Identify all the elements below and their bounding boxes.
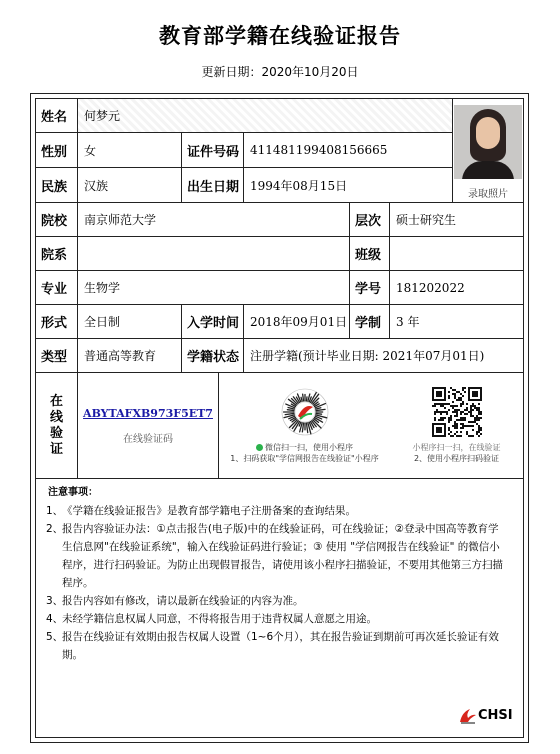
verify-label-char: 线 — [49, 409, 63, 425]
birth-date-value: 1994年08月15日 — [244, 168, 453, 203]
duration-label: 学制 — [350, 305, 390, 339]
study-form-value: 全日制 — [78, 305, 182, 339]
department-label: 院系 — [36, 237, 78, 271]
notice-section — [36, 484, 523, 664]
duration-value: 3 年 — [390, 305, 523, 339]
birth-date-label: 出生日期 — [182, 168, 244, 203]
student-number-label: 学号 — [350, 271, 390, 305]
mini-program-code-icon[interactable] — [280, 387, 330, 437]
notice-item: 2、报告内容验证办法：①点击报告(电子版)中的在线验证码，可在线验证；②登录中国高等教育学生信息网"在线验证系统"，输入在线验证码进行验证；③ 使用 "学信网报告在线验证" 的微信小程序，进行扫码验证。为防止出现假冒报告，请使用该小程序扫描验证，不要用其他第三方扫描程序。 — [46, 523, 503, 589]
verify-label-char: 证 — [49, 441, 63, 457]
verify-code-area — [78, 373, 219, 479]
level-value: 硕士研究生 — [390, 203, 523, 237]
student-status-value: 注册学籍(预计毕业日期: 2021年07月01日) — [244, 339, 523, 373]
chsi-logo — [458, 706, 513, 724]
mini-program-area — [219, 373, 390, 479]
verify-code-link[interactable]: ABYTAFXB973F5ET7 — [83, 406, 213, 420]
enrollment-date-label: 入学时间 — [182, 305, 244, 339]
mini-program-hint: 微信扫一扫，使用小程序 — [265, 443, 353, 452]
class-label: 班级 — [350, 237, 390, 271]
major-value: 生物学 — [78, 271, 350, 305]
major-label: 专业 — [36, 271, 78, 305]
study-form-label: 形式 — [36, 305, 78, 339]
class-value — [390, 237, 523, 271]
verify-label-char: 在 — [49, 393, 63, 409]
qr-caption: 2、使用小程序扫码验证 — [413, 454, 500, 463]
enrollment-date-value: 2018年09月01日 — [244, 305, 350, 339]
gender-label: 性别 — [36, 133, 78, 168]
school-value: 南京师范大学 — [78, 203, 350, 237]
update-date: 更新日期：2020年10月20日 — [201, 65, 359, 79]
name-value: 何梦元 — [78, 99, 453, 133]
notice-item: 3、报告内容如有修改，请以最新在线验证的内容为准。 — [46, 595, 304, 607]
department-value — [78, 237, 350, 271]
wechat-icon — [256, 444, 263, 451]
notice-item: 5、报告在线验证有效期由报告权属人设置（1~6个月），其在报告验证到期前可再次延长验证有效期。 — [46, 631, 499, 661]
level-label: 层次 — [350, 203, 390, 237]
school-label: 院校 — [36, 203, 78, 237]
gender-value: 女 — [78, 133, 182, 168]
verify-label-char: 验 — [49, 425, 63, 441]
report-title: 教育部学籍在线验证报告 — [159, 24, 401, 48]
notice-title: 注意事项： — [48, 487, 98, 498]
ethnicity-value: 汉族 — [78, 168, 182, 203]
qr-code-area — [390, 373, 523, 479]
verify-qr-code-icon[interactable] — [432, 387, 482, 437]
verify-code-caption: 在线验证码 — [123, 433, 173, 445]
id-number-value: 411481199408156665 — [244, 133, 453, 168]
mini-program-caption: 1、扫码获取"学信网报告在线验证"小程序 — [230, 454, 379, 463]
notice-item: 4、未经学籍信息权属人同意，不得将报告用于违背权属人意愿之用途。 — [46, 613, 377, 625]
student-number-value: 181202022 — [390, 271, 523, 305]
type-label: 类型 — [36, 339, 78, 373]
photo-cell — [453, 99, 523, 203]
online-verify-label — [36, 373, 78, 479]
chsi-flame-icon — [458, 706, 478, 724]
photo-caption: 录取照片 — [468, 189, 508, 200]
qr-hint: 小程序扫一扫，在线验证 — [412, 443, 501, 452]
type-value: 普通高等教育 — [78, 339, 182, 373]
name-label: 姓名 — [36, 99, 78, 133]
admission-photo — [454, 105, 522, 179]
notice-item: 1、《学籍在线验证报告》是教育部学籍电子注册备案的查询结果。 — [46, 505, 356, 517]
chsi-logo-text: CHSI — [478, 707, 513, 723]
id-number-label: 证件号码 — [182, 133, 244, 168]
ethnicity-label: 民族 — [36, 168, 78, 203]
student-status-label: 学籍状态 — [182, 339, 244, 373]
